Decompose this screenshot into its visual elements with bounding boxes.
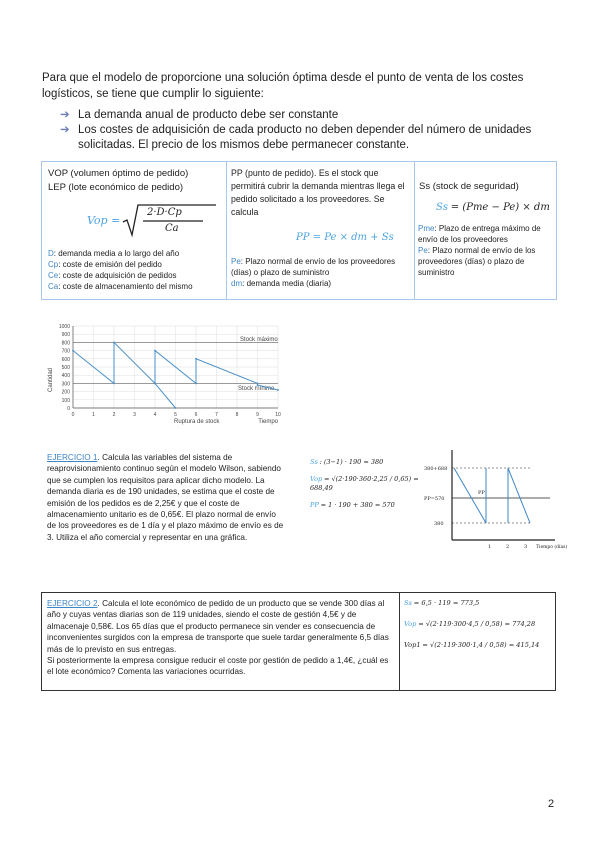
series-line-ruptura [155,383,176,408]
x-tick-label: 10 [275,412,281,418]
y-tick-label: 800 [61,340,70,347]
pp-formula: PP = Pe × dm + Ss [296,232,394,243]
graph-label-x1: 1 [488,544,492,550]
bullet-list [60,108,550,153]
vop-cell [42,162,227,299]
ex2-divider [399,593,400,690]
graph-label-x2: 2 [506,544,510,550]
ex2-statement: EJERCICIO 2. Calcula el lote económico de pedido de un producto que se vende 300 días al año y cuyas ventas diarias son de 119 unidades, siendo el coste de gestión 4,5€ y de almacenaje 0,58€. Los 65 días que el producto permanece sin vender es consecuencia de inconvenientes surgidos con la empresa de transporte que suele tardar generalmente 6,5 días más de lo previsto en sus entregas. Si posteriormente la empresa consigue reducir el coste por gestión de pedido a 1,4€, ¿cuál es el lote económico? Comenta las variaciones ocurridas. [47,599,389,677]
intro-paragraph: Para que el modelo de proporcione una solución óptima desde el punto de venta de los costes logísticos, se tiene que cumplir lo siguiente: [42,72,524,100]
ruptura-label: Ruptura de stock [174,419,220,425]
data-point [257,383,259,385]
vop-title: VOP (volumen óptimo de pedido) [48,168,189,179]
y-tick-label: 500 [61,365,70,371]
data-point [154,350,156,352]
x-tick-label: 2 [112,412,116,418]
graph-label-pp: PP [478,490,485,496]
list-item: Vop = √(2·190·360·2,25 / 0,65) = 688,49 [310,475,419,492]
x-tick-label: 0 [71,412,75,418]
pp-cell [226,162,415,299]
data-point [113,342,115,344]
data-point [277,389,279,391]
list-item: Vop1 = √(2·119·300·1,4 / 0,58) = 415,14 [404,641,540,649]
ex1-calculations [310,458,425,510]
ss-formula: Ss = (Pme − Pe) × dm [436,202,550,213]
list-item: Ce: coste de adquisición de pedidos [48,271,177,280]
ss-title: Ss (stock de seguridad) [419,181,519,192]
pp-title: PP (punto de pedido). Es el stock que permitirá cubrir la demanda mientras llega el pedido solicitado a los proveedores. Se calcula [231,168,405,217]
y-axis-label: Cantidad [48,367,54,393]
list-item: Pme: Plazo de entrega máximo de envío de los proveedores [418,224,541,244]
stock-min-label: Stock mínimo [238,386,275,392]
stock-max-label: Stock máximo [240,337,278,343]
list-item: Ca: coste de almacenamiento del mismo [48,282,193,291]
y-tick-label: 400 [61,373,70,380]
list-item: Ss : (3−1) · 190 = 380 [310,458,384,466]
list-item: ➔ Los costes de adquisición de cada producto no deben depender del número de unidades solicitadas. El precio de los mismos debe permanecer constante. [60,124,532,151]
list-item: ➔ La demanda anual de producto debe ser constante [60,109,339,121]
list-item: Pe: Plazo normal de envío de los proveedores (días) o plazo de suministro [418,246,536,277]
vop-definitions [48,248,226,292]
arrow-right-icon: ➔ [60,124,70,136]
x-tick-label: 5 [174,412,177,418]
x-tick-label: 6 [194,412,198,418]
data-point [154,383,156,385]
ex2-calculations [404,598,554,651]
page-number: 2 [548,798,555,810]
x-axis-label: Tiempo [258,419,278,425]
y-tick-label: 1000 [58,324,70,330]
formula-table [41,161,557,300]
pp-definitions [231,256,409,289]
y-tick-label: 700 [61,348,70,355]
list-item: Pe: Plazo normal de envío de los proveedores (días) o plazo de suministro [231,257,396,277]
data-point [113,383,115,385]
data-point [175,407,177,409]
data-point [72,350,74,352]
data-point [195,358,197,360]
y-tick-label: 0 [67,406,70,412]
ex1-sketch-graph [420,444,570,556]
x-tick-label: 3 [133,412,136,418]
data-point [257,384,259,386]
x-tick-label: 4 [153,412,157,418]
list-item: PP = 1 · 190 + 380 = 570 [310,501,395,509]
arrow-right-icon: ➔ [60,109,70,121]
ex2-title[interactable]: EJERCICIO 2 [47,599,98,608]
x-tick-label: 9 [256,412,259,418]
list-item: Cp: coste de emisión del pedido [48,260,162,269]
y-tick-label: 300 [61,381,70,388]
graph-label-low: 380 [434,521,444,527]
ss-cell [414,162,556,299]
graph-label-mid: PP=570 [424,496,445,502]
list-item: D: demanda media a lo largo del año [48,249,180,258]
stock-chart [40,320,290,432]
y-tick-label: 100 [61,397,70,404]
ex1-title[interactable]: EJERCICIO 1 [47,453,98,462]
data-point [195,383,197,385]
y-tick-label: 200 [61,389,70,396]
ss-definitions [418,223,554,278]
x-tick-label: 1 [92,412,95,418]
lep-title: LEP (lote económico de pedido) [48,182,184,193]
graph-label-x3: 3 [524,544,528,550]
list-item: Vop = √(2·119·300·4,5 / 0,58) = 774,28 [404,620,536,628]
vop-formula: Vop = 2·D·Cp Ca [87,202,227,238]
list-item: dm: demanda media (diaria) [231,279,332,288]
ex1-statement: EJERCICIO 1. Calcula las variables del sistema de reaprovisionamiento continuo según el modelo Wilson, sabiendo que se cumplen los requisitos para aplicar dicho modelo. La demanda diaria es de 190 unidades, se estima que el coste de emisión de los pedidos es de 2,25€ y que el coste de almacenamiento unitario es de 0,65€. El plazo normal de envío de los proveedores es de 1 día y el plazo máximo de envío es de 3. Utiliza el año comercial y representar en una gráfica. [47,453,284,542]
graph-label-top: 380+688 [424,466,448,472]
y-tick-label: 900 [61,332,70,339]
graph-label-axis: Tiempo (días) [536,545,568,550]
y-tick-label: 600 [61,356,70,363]
list-item: Ss = 6,5 · 119 = 773,5 [404,599,480,607]
x-tick-label: 7 [215,412,218,418]
x-tick-label: 8 [235,412,239,418]
